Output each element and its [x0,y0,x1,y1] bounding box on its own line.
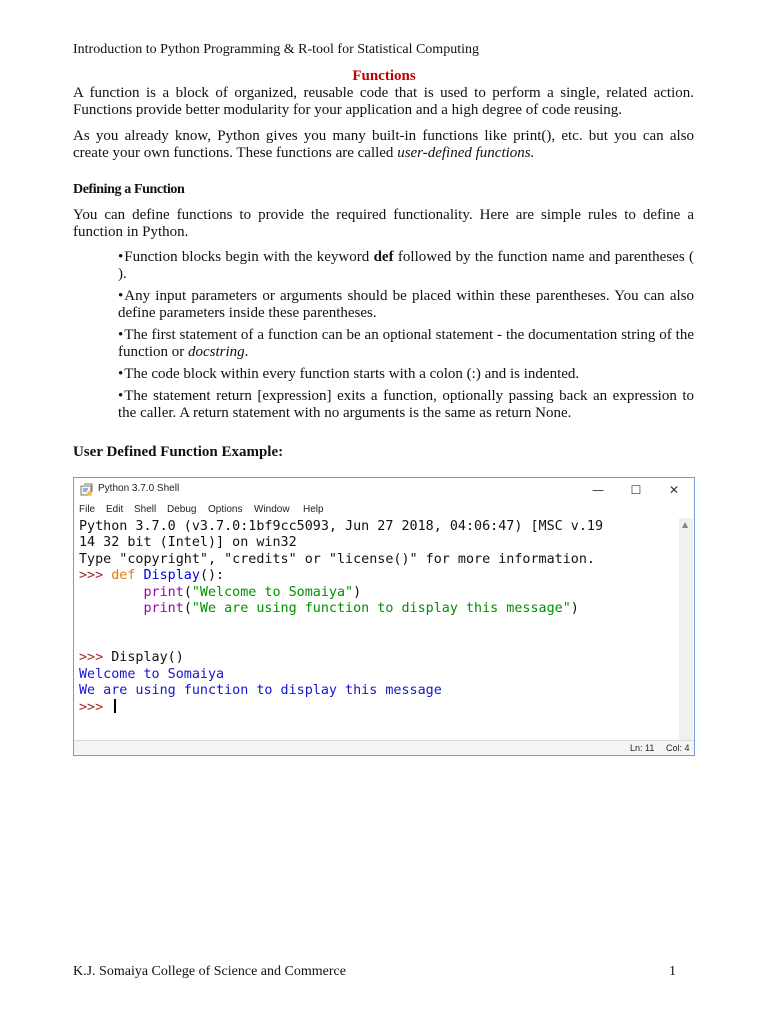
example-heading: User Defined Function Example: [73,444,284,460]
bullet-icon: • [118,249,124,265]
idle-shell-window [73,477,695,756]
rule-item [118,249,694,283]
menu-window[interactable]: Window [254,504,290,515]
function-name-token: Display [143,568,200,584]
shell-prompt: >>> [79,650,112,666]
rule-text: The first statement of a function can be an optional statement - the documentation string of the function or [118,327,694,360]
builtin-token: print [143,600,184,616]
menu-shell[interactable]: Shell [134,504,157,515]
defining-function-heading: Defining a Function [73,182,185,197]
rule-text: followed by the function name and parentheses ( ). [118,249,694,282]
window-title: Python 3.7.0 Shell [98,483,180,494]
intro-paragraph-1: A function is a block of organized, reusable code that is used to perform a single, related action. Functions provide better modularity for your application and a high degree of code reusing. [73,85,694,118]
user-defined-functions-term: user-defined functions. [397,145,535,161]
code-token: (): [199,568,225,584]
line-number-status: Ln: 11 [630,743,655,753]
vertical-scrollbar[interactable] [679,518,693,742]
intro-paragraph-2-text: As you already know, Python gives you many built-in functions like print(), etc. but you can also create your own functions. These functions are called [73,128,694,161]
docstring-term: docstring [187,344,245,360]
rule-item [118,388,694,422]
text-cursor [114,699,116,713]
shell-line [79,650,677,666]
bullet-icon: • [118,288,124,304]
shell-line [79,699,677,715]
shell-line [79,568,677,584]
code-token: ) [353,584,362,600]
code-token: ) [570,600,579,616]
maximize-button[interactable]: ☐ [630,483,642,497]
rule-text: The code block within every function starts with a colon (:) and is indented. [124,366,580,382]
keyword-token: def [111,568,136,584]
indent-token [79,601,144,616]
defining-paragraph: You can define functions to provide the required functionality. Here are simple rules to define a function in Python. [73,207,694,240]
rule-item [118,327,694,361]
code-token: ( [183,584,192,600]
menu-bar [74,502,694,518]
menu-debug[interactable]: Debug [167,504,197,515]
shell-line: Type "copyright", "credits" or "license()" for more information. [79,551,595,567]
page-number: 1 [669,964,676,979]
shell-prompt: >>> [79,700,112,716]
shell-line [79,585,677,601]
bullet-icon: • [118,366,124,382]
intro-paragraph-2 [73,128,694,162]
space-token [135,568,143,583]
rule-text: Function blocks begin with the keyword [124,249,374,265]
rule-item [118,288,694,322]
rules-list [118,249,694,427]
shell-prompt: >>> [79,568,112,584]
string-token: "Welcome to Somaiya" [191,584,354,600]
scroll-up-arrow-icon[interactable]: ▲ [682,520,689,529]
shell-line: Python 3.7.0 (v3.7.0:1bf9cc5093, Jun 27 2018, 04:06:47) [MSC v.19 [79,519,604,534]
close-button[interactable]: ✕ [668,483,680,497]
shell-output-line: We are using function to display this message [79,682,442,698]
code-token: Display() [111,650,184,666]
shell-output-line: Welcome to Somaiya [79,666,225,682]
indent-token [79,585,144,600]
shell-line [79,601,677,617]
menu-options[interactable]: Options [208,504,243,515]
shell-line: 14 32 bit (Intel)] on win32 [79,535,297,551]
rule-item [118,366,694,383]
menu-edit[interactable]: Edit [106,504,124,515]
string-token: "We are using function to display this message" [191,600,571,616]
bullet-icon: • [118,388,124,404]
section-title: Functions [352,68,416,84]
rule-text: . [244,344,249,360]
page-header: Introduction to Python Programming & R-tool for Statistical Computing [73,42,479,57]
rule-text: The statement return [expression] exits a function, optionally passing back an expression to the caller. A return statement with no arguments is the same as return None. [118,388,694,421]
status-bar [74,740,694,755]
code-token: ( [183,600,192,616]
bullet-icon: • [118,327,124,343]
footer-college-name: K.J. Somaiya College of Science and Commerce [73,964,346,979]
def-keyword: def [373,249,394,265]
builtin-token: print [143,584,184,600]
shell-text-area[interactable] [79,519,677,741]
rule-text: Any input parameters or arguments should be placed within these parentheses. You can also define parameters inside these parentheses. [118,288,694,321]
menu-help[interactable]: Help [303,504,324,515]
column-number-status: Col: 4 [666,743,690,753]
title-bar[interactable] [74,478,694,502]
blank-line [79,634,677,650]
minimize-button[interactable]: — [592,483,604,497]
python-idle-icon [80,483,94,497]
blank-line [79,617,677,633]
menu-file[interactable]: File [79,504,96,515]
